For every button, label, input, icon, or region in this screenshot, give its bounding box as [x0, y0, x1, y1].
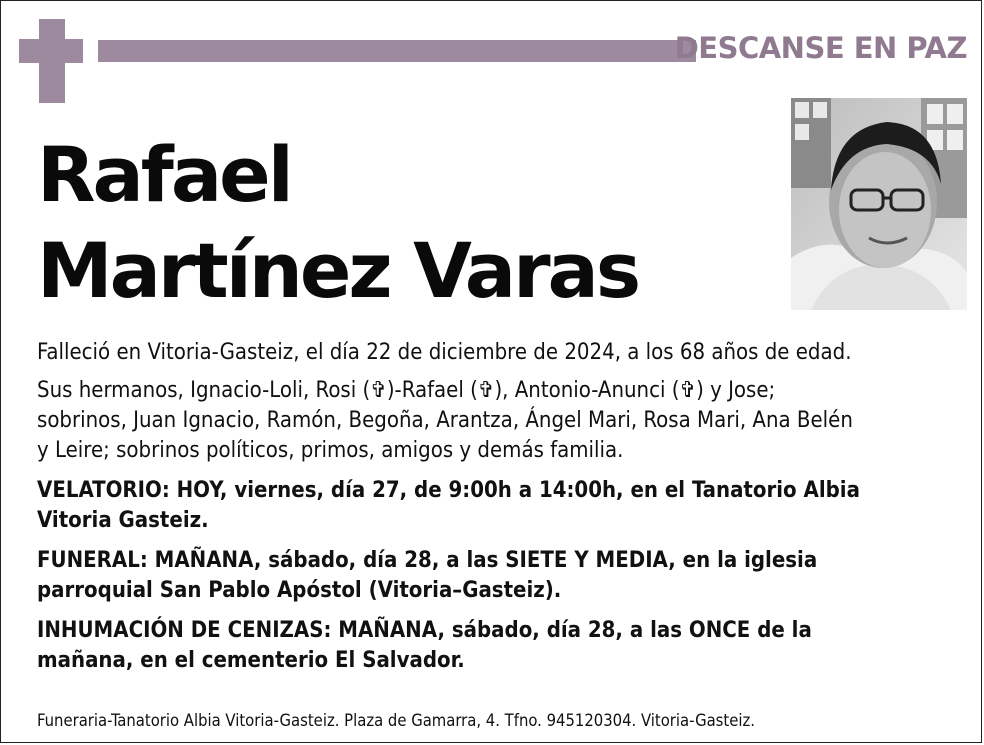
funeral-line: parroquial San Pablo Apóstol (Vitoria–Gasteiz). — [37, 578, 562, 603]
funeral-home-footer: Funeraria-Tanatorio Albia Vitoria-Gasteiz. Plaza de Gamarra, 4. Tfno. 945120304. Vitoria-Gasteiz. — [37, 711, 755, 730]
velatorio-line: Vitoria Gasteiz. — [37, 508, 209, 533]
funeral-line: FUNERAL: MAÑANA, sábado, día 28, a las SIETE Y MEDIA, en la iglesia — [37, 548, 818, 573]
obituary-body — [37, 338, 957, 686]
portrait-photo — [791, 98, 967, 310]
family-line: y Leire; sobrinos políticos, primos, amigos y demás familia. — [37, 438, 624, 463]
death-notice: Falleció en Vitoria-Gasteiz, el día 22 de diciembre de 2024, a los 68 años de edad. — [37, 340, 852, 365]
deceased-last-names: Martínez Varas — [37, 226, 639, 315]
header-rule — [98, 40, 696, 62]
cross-icon-horizontal — [19, 39, 83, 63]
header-label: DESCANSE EN PAZ — [674, 31, 967, 65]
inhumacion-line: mañana, en el cementerio El Salvador. — [37, 648, 465, 673]
family-line: Sus hermanos, Ignacio-Loli, Rosi (✞)-Rafael (✞), Antonio-Anunci (✞) y Jose; — [37, 378, 776, 403]
family-line: sobrinos, Juan Ignacio, Ramón, Begoña, Arantza, Ángel Mari, Rosa Mari, Ana Belén — [37, 408, 853, 433]
velatorio-line: VELATORIO: HOY, viernes, día 27, de 9:00h a 14:00h, en el Tanatorio Albia — [37, 478, 860, 503]
family-paragraph — [37, 376, 957, 466]
velatorio-paragraph — [37, 476, 957, 536]
inhumacion-line: INHUMACIÓN DE CENIZAS: MAÑANA, sábado, día 28, a las ONCE de la — [37, 618, 812, 643]
portrait-photo-image — [791, 98, 967, 310]
inhumacion-paragraph — [37, 616, 957, 676]
deceased-first-name: Rafael — [37, 130, 291, 219]
funeral-paragraph — [37, 546, 957, 606]
